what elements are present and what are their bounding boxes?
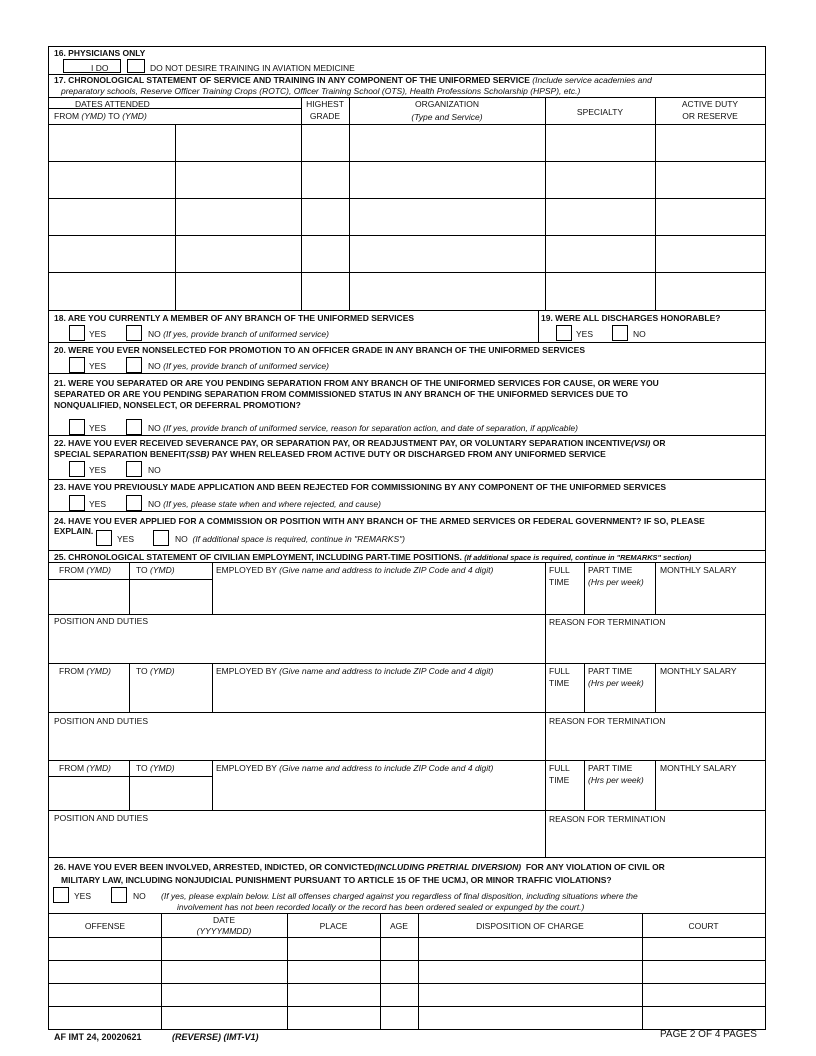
s22-line1c: OR <box>650 438 666 448</box>
s23-yes-label: YES <box>89 499 107 509</box>
s25-b2-position: POSITION AND DUTIES <box>54 716 148 726</box>
s25-b2-employed <box>216 666 493 676</box>
s23-no-checkbox[interactable] <box>126 495 142 511</box>
s18-note: (If yes, provide branch of uniformed service) <box>163 329 329 339</box>
s25-b3-position: POSITION AND DUTIES <box>54 813 148 823</box>
s17-note2: preparatory schools, Reserve Officer Training Crops (ROTC), Officer Training School (OTS), Health Professions Scholarship (HPSP), etc.) <box>61 86 581 96</box>
s17-row1-from[interactable] <box>49 125 175 161</box>
s25-b3-to <box>136 763 175 773</box>
s22-line1a: 22. HAVE YOU EVER RECEIVED SEVERANCE PAY, OR SEPARATION PAY, OR READJUSTMENT PAY, OR VOLUNTARY SEPARATION INCENTIVE <box>54 438 632 448</box>
s22-line1 <box>54 438 666 448</box>
s25-b1-from-label: FROM <box>59 565 85 575</box>
s25-b1-to <box>136 565 175 575</box>
s17-note1: (Include service academies and <box>532 75 652 85</box>
s26-note2: involvement has not been recorded locally or the record has been ordered sealed or expunged by the court.) <box>177 902 585 912</box>
s17-from-header <box>54 111 147 121</box>
s19-yes-checkbox[interactable] <box>556 325 572 341</box>
s26-yes-checkbox[interactable] <box>53 887 69 903</box>
s22-line2b: (SSB) <box>186 449 210 459</box>
s25-b3-to-label: TO <box>136 763 148 773</box>
s25-b2-to-label: TO <box>136 666 148 676</box>
s26-col-age: AGE <box>390 921 408 931</box>
s21-note: (If yes, provide branch of uniformed service, reason for separation action, and date of separation, if applicable) <box>163 423 578 433</box>
s22-line2c: PAY WHEN RELEASED FROM ACTIVE DUTY OR DISCHARGED FROM ANY UNIFORMED SERVICE <box>209 449 606 459</box>
s24-yes-checkbox[interactable] <box>96 530 112 546</box>
s26-line1a: 26. HAVE YOU EVER BEEN INVOLVED, ARRESTED, INDICTED, OR CONVICTED <box>54 862 375 872</box>
s18-title: 18. ARE YOU CURRENTLY A MEMBER OF ANY BRANCH OF THE UNIFORMED SERVICES <box>54 313 415 323</box>
s26-no-checkbox[interactable] <box>111 887 127 903</box>
s25-b1-reason: REASON FOR TERMINATION <box>549 617 666 627</box>
s26-col-disposition: DISPOSITION OF CHARGE <box>476 921 584 931</box>
s19-title: 19. WERE ALL DISCHARGES HONORABLE? <box>541 313 721 323</box>
s25-b2-time: TIME <box>549 678 570 688</box>
s16-do-not-label: DO NOT DESIRE TRAINING IN AVIATION MEDICINE <box>150 63 355 73</box>
s25-b1-hrs: (Hrs per week) <box>588 577 644 587</box>
s25-b1-from-fmt: (YMD) <box>86 565 111 575</box>
s26-yes-label: YES <box>74 891 92 901</box>
s17-from-label: FROM <box>54 111 80 121</box>
s20-no-label: NO <box>148 361 161 371</box>
s17-highest: HIGHEST <box>306 99 344 109</box>
s25-b2-employed-label: EMPLOYED BY <box>216 666 277 676</box>
s21-yes-checkbox[interactable] <box>69 419 85 435</box>
s26-line1 <box>54 862 665 872</box>
s21-line3: NONQUALIFIED, NONSELECT, OR DEFERRAL PROMOTION? <box>54 400 301 410</box>
s24-yes-label: YES <box>117 534 135 544</box>
s25-b2-reason: REASON FOR TERMINATION <box>549 716 666 726</box>
s25-b3-employed <box>216 763 493 773</box>
s18-no-checkbox[interactable] <box>126 325 142 341</box>
s25-b2-from-label: FROM <box>59 666 85 676</box>
s25-b2-hrs: (Hrs per week) <box>588 678 644 688</box>
s25-b3-employed-label: EMPLOYED BY <box>216 763 277 773</box>
s23-no-label: NO <box>148 499 161 509</box>
s17-title-line <box>54 75 652 85</box>
s25-b1-position: POSITION AND DUTIES <box>54 616 148 626</box>
s21-no-label-line <box>148 423 578 433</box>
s17-row5-from[interactable] <box>49 273 175 309</box>
s17-row2-from[interactable] <box>49 162 175 198</box>
s25-b1-full: FULL <box>549 565 570 575</box>
s22-no-checkbox[interactable] <box>126 461 142 477</box>
s18-no-label: NO <box>148 329 161 339</box>
s22-yes-label: YES <box>89 465 107 475</box>
s25-b1-salary: MONTHLY SALARY <box>660 565 737 575</box>
s18-no-label-line <box>148 329 329 339</box>
s16-title: 16. PHYSICIANS ONLY <box>54 48 146 58</box>
footer-reverse: (REVERSE) (IMT-V1) <box>172 1032 259 1042</box>
s25-b3-from-label: FROM <box>59 763 85 773</box>
footer-form-id: AF IMT 24, 20020621 <box>54 1032 142 1042</box>
s25-b3-full: FULL <box>549 763 570 773</box>
s23-note: (If yes, please state when and where rejected, and cause) <box>163 499 381 509</box>
s25-b1-employed-label: EMPLOYED BY <box>216 565 277 575</box>
s22-line2a: SPECIAL SEPARATION BENEFIT <box>54 449 187 459</box>
s22-no-label: NO <box>148 465 161 475</box>
s17-row3-from[interactable] <box>49 199 175 235</box>
s25-b3-reason: REASON FOR TERMINATION <box>549 814 666 824</box>
s25-b1-time: TIME <box>549 577 570 587</box>
footer-page: PAGE 2 OF 4 PAGES <box>660 1029 757 1040</box>
s17-to-label: TO <box>108 111 120 121</box>
s24-no-label-line <box>175 534 405 544</box>
s26-line1c: FOR ANY VIOLATION OF CIVIL OR <box>525 862 665 872</box>
s17-or-reserve: OR RESERVE <box>682 111 738 121</box>
s20-note: (If yes, provide branch of uniformed service) <box>163 361 329 371</box>
s24-no-label: NO <box>175 534 188 544</box>
s17-from-fmt: (YMD) <box>81 111 106 121</box>
s24-no-checkbox[interactable] <box>153 530 169 546</box>
s25-b3-time: TIME <box>549 775 570 785</box>
s20-no-label-line <box>148 361 329 371</box>
s25-b3-hrs: (Hrs per week) <box>588 775 644 785</box>
s17-org-note: (Type and Service) <box>411 112 483 122</box>
s25-b1-employed <box>216 565 493 575</box>
s21-no-label: NO <box>148 423 161 433</box>
s26-row4-offense[interactable] <box>49 1007 161 1029</box>
s17-organization: ORGANIZATION <box>414 99 480 109</box>
s26-col-date-fmt: (YYYYMMDD) <box>196 926 252 936</box>
s23-no-label-line <box>148 499 381 509</box>
s21-line2: SEPARATED OR ARE YOU PENDING SEPARATION FROM COMMISSIONED STATUS IN ANY BRANCH OF THE UNIFORMED SERVICES DUE TO <box>54 389 628 399</box>
s25-b2-employed-note: (Give name and address to include ZIP Code and 4 digit) <box>279 666 494 676</box>
s18-yes-checkbox[interactable] <box>69 325 85 341</box>
s24-line1: 24. HAVE YOU EVER APPLIED FOR A COMMISSION OR POSITION WITH ANY BRANCH OF THE ARMED SERVICES OR FEDERAL GOVERNMENT? IF SO, PLEASE <box>54 516 705 526</box>
s25-b3-from <box>59 763 111 773</box>
s25-b1-employed-note: (Give name and address to include ZIP Code and 4 digit) <box>279 565 494 575</box>
s17-to-fmt: (YMD) <box>122 111 147 121</box>
s17-title: 17. CHRONOLOGICAL STATEMENT OF SERVICE AND TRAINING IN ANY COMPONENT OF THE UNIFORMED SERVICE <box>54 75 530 85</box>
s17-specialty: SPECIALTY <box>576 107 624 117</box>
s25-b1-to-fmt: (YMD) <box>150 565 175 575</box>
s17-active-duty: ACTIVE DUTY <box>681 99 739 109</box>
s21-yes-label: YES <box>89 423 107 433</box>
s17-grade: GRADE <box>309 111 341 121</box>
s26-row3-offense[interactable] <box>49 984 161 1006</box>
s25-b3-part-time: PART TIME <box>588 763 633 773</box>
s25-b3-salary: MONTHLY SALARY <box>660 763 737 773</box>
s22-line2 <box>54 449 606 459</box>
s25-b2-part-time: PART TIME <box>588 666 633 676</box>
s26-col-date: DATE <box>212 915 236 925</box>
s19-no-checkbox[interactable] <box>612 325 628 341</box>
s25-b2-salary: MONTHLY SALARY <box>660 666 737 676</box>
s25-b1-part-time: PART TIME <box>588 565 633 575</box>
s26-note1: (If yes, please explain below. List all offenses charged against you regardless of final disposition, including situations where the <box>161 891 638 901</box>
s25-title: 25. CHRONOLOGICAL STATEMENT OF CIVILIAN EMPLOYMENT, INCLUDING PART-TIME POSITIONS. <box>54 552 462 562</box>
s25-b2-to-fmt: (YMD) <box>150 666 175 676</box>
s25-b2-from <box>59 666 111 676</box>
s19-yes-label: YES <box>576 329 594 339</box>
s17-row4-from[interactable] <box>49 236 175 272</box>
s24-line2: EXPLAIN. <box>54 526 94 536</box>
s25-b1-from <box>59 565 111 575</box>
s26-line1b: (INCLUDING PRETRIAL DIVERSION) <box>374 862 522 872</box>
s26-col-court: COURT <box>688 921 719 931</box>
s16-i-do-label: I DO <box>91 63 109 73</box>
s20-yes-label: YES <box>89 361 107 371</box>
s25-b3-employed-note: (Give name and address to include ZIP Code and 4 digit) <box>279 763 494 773</box>
s26-no-label: NO <box>133 891 146 901</box>
s25-b1-to-label: TO <box>136 565 148 575</box>
s26-col-offense: OFFENSE <box>84 921 126 931</box>
s25-b3-from-fmt: (YMD) <box>86 763 111 773</box>
s24-note: (If additional space is required, continue in "REMARKS") <box>192 534 405 544</box>
s25-b2-to <box>136 666 175 676</box>
s21-no-checkbox[interactable] <box>126 419 142 435</box>
s26-line2: MILITARY LAW, INCLUDING NONJUDICIAL PUNISHMENT PURSUANT TO ARTICLE 15 OF THE UCMJ, OR MINOR TRAFFIC VIOLATIONS? <box>61 875 612 885</box>
s26-row1-offense[interactable] <box>49 938 161 960</box>
s22-line1b: (VSI) <box>631 438 651 448</box>
s26-col-place: PLACE <box>319 921 348 931</box>
s25-note: (If additional space is required, continue in "REMARKS" section) <box>464 553 692 562</box>
s21-line1: 21. WERE YOU SEPARATED OR ARE YOU PENDING SEPARATION FROM ANY BRANCH OF THE UNIFORMED SERVICES FOR CAUSE, OR WERE YOU <box>54 378 659 388</box>
s23-yes-checkbox[interactable] <box>69 495 85 511</box>
s16-do-not-checkbox[interactable] <box>127 59 145 73</box>
s26-row2-offense[interactable] <box>49 961 161 983</box>
application-form-page <box>48 46 766 1030</box>
s20-title: 20. WERE YOU EVER NONSELECTED FOR PROMOTION TO AN OFFICER GRADE IN ANY BRANCH OF THE UNIFORMED SERVICES <box>54 345 585 355</box>
s25-b2-from-fmt: (YMD) <box>86 666 111 676</box>
s19-no-label: NO <box>633 329 646 339</box>
s20-yes-checkbox[interactable] <box>69 357 85 373</box>
s17-dates-attended: DATES ATTENDED <box>75 99 150 109</box>
s18-yes-label: YES <box>89 329 107 339</box>
s25-b2-full: FULL <box>549 666 570 676</box>
s22-yes-checkbox[interactable] <box>69 461 85 477</box>
s23-title: 23. HAVE YOU PREVIOUSLY MADE APPLICATION AND BEEN REJECTED FOR COMMISSIONING BY ANY COMPONENT OF THE UNIFORMED SERVICES <box>54 482 667 492</box>
s25-b3-to-fmt: (YMD) <box>150 763 175 773</box>
s20-no-checkbox[interactable] <box>126 357 142 373</box>
